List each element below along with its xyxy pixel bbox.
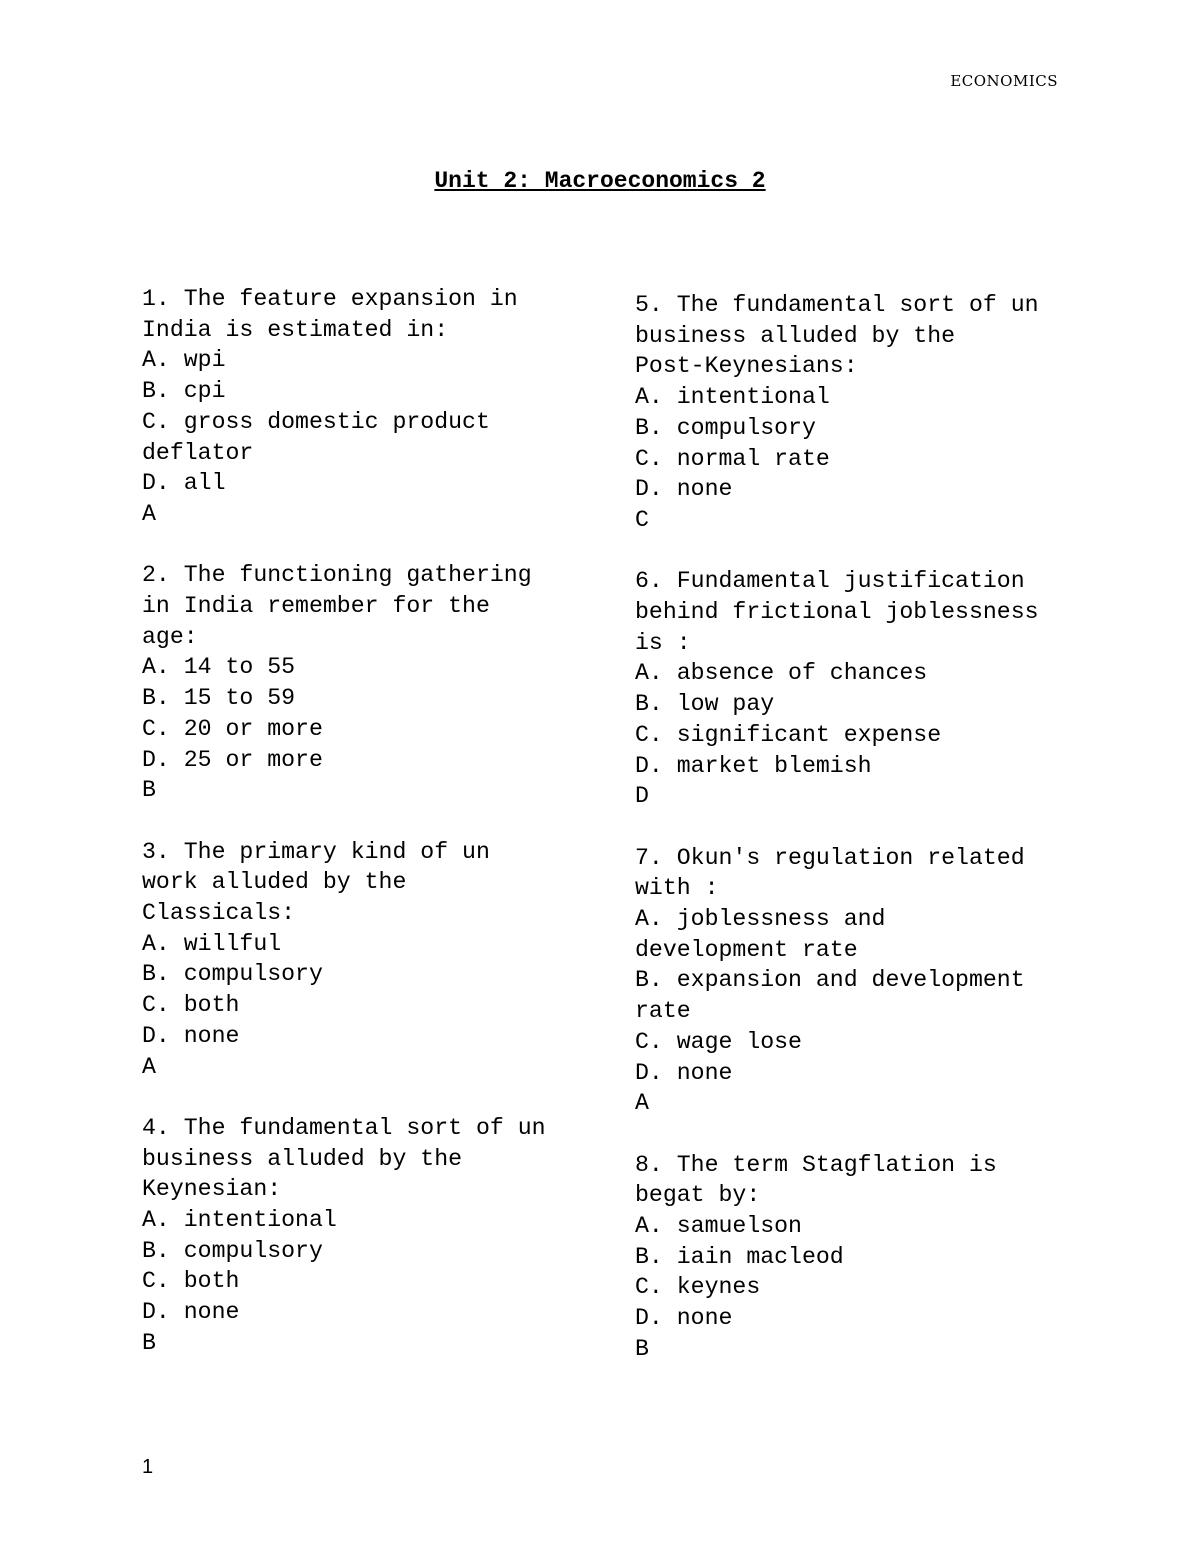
question-line: B. iain macleod (635, 1243, 844, 1270)
question-line: in India remember for the (142, 593, 490, 620)
question-line: A (142, 500, 156, 527)
question-line: 7. Okun's regulation related (635, 844, 1025, 871)
question-line: 4. The fundamental sort of un (142, 1114, 546, 1141)
question-block (142, 284, 592, 530)
question-line: D. none (142, 1022, 240, 1049)
question-line: Post-Keynesians: (635, 353, 858, 380)
question-line: B. low pay (635, 691, 775, 718)
question-line: deflator (142, 439, 254, 466)
question-line: D. all (142, 470, 226, 497)
question-line: D. none (142, 1299, 240, 1326)
question-line: 8. The term Stagflation is (635, 1151, 997, 1178)
question-block (635, 566, 1085, 812)
question-line: C. both (142, 992, 240, 1019)
question-line: D. market blemish (635, 752, 872, 779)
question-line: A. absence of chances (635, 660, 928, 687)
question-block (635, 290, 1085, 536)
question-line: 5. The fundamental sort of un (635, 292, 1039, 318)
question-line: B. compulsory (142, 961, 323, 988)
question-line: C. keynes (635, 1274, 761, 1301)
header-subject: ECONOMICS (950, 72, 1058, 90)
question-line: C (635, 506, 649, 533)
question-line: India is estimated in: (142, 316, 449, 343)
question-line: Classicals: (142, 900, 296, 927)
question-line: begat by: (635, 1182, 761, 1209)
question-line: 6. Fundamental justification (635, 568, 1025, 595)
question-line: 1. The feature expansion in (142, 286, 518, 312)
question-line: rate (635, 998, 691, 1025)
question-line: age: (142, 623, 198, 650)
question-line: C. 20 or more (142, 715, 323, 742)
question-line: D. 25 or more (142, 746, 323, 773)
question-line: C. normal rate (635, 445, 830, 472)
question-line: work alluded by the (142, 869, 407, 896)
question-line: C. gross domestic product (142, 408, 490, 435)
question-line: development rate (635, 936, 858, 963)
question-line: C. wage lose (635, 1028, 802, 1055)
question-column-left (142, 284, 592, 1389)
question-line: B (635, 1335, 649, 1362)
question-line: A. intentional (635, 384, 830, 411)
page-number: 1 (142, 1456, 154, 1478)
question-line: B. compulsory (635, 414, 816, 441)
question-line: B. 15 to 59 (142, 685, 296, 712)
question-line: business alluded by the (142, 1145, 463, 1172)
question-line: A. intentional (142, 1207, 337, 1234)
question-line: B. cpi (142, 378, 226, 405)
question-line: B (142, 777, 156, 804)
question-line: 3. The primary kind of un (142, 838, 490, 865)
question-line: A. wpi (142, 347, 226, 374)
question-line: B. compulsory (142, 1237, 323, 1264)
question-block (142, 1113, 592, 1359)
question-line: Keynesian: (142, 1176, 282, 1203)
question-line: B. expansion and development (635, 967, 1025, 994)
question-line: A. 14 to 55 (142, 654, 296, 681)
question-line: C. significant expense (635, 721, 942, 748)
question-block (635, 843, 1085, 1119)
question-line: is : (635, 629, 691, 656)
question-line: A (635, 1090, 649, 1117)
question-line: business alluded by the (635, 322, 956, 349)
question-block (635, 1150, 1085, 1365)
question-column-right (635, 290, 1085, 1395)
question-block (142, 837, 592, 1083)
question-line: A. willful (142, 930, 282, 957)
page-title: Unit 2: Macroeconomics 2 (434, 168, 766, 194)
question-block (142, 560, 592, 806)
question-line: D (635, 783, 649, 810)
question-line: A (142, 1053, 156, 1080)
question-line: A. samuelson (635, 1213, 802, 1240)
question-line: D. none (635, 1305, 733, 1332)
question-line: C. both (142, 1268, 240, 1295)
question-line: 2. The functioning gathering (142, 562, 532, 589)
question-line: behind frictional joblessness (635, 599, 1039, 626)
question-line: A. joblessness and (635, 906, 886, 933)
question-line: D. none (635, 1059, 733, 1086)
question-line: D. none (635, 476, 733, 503)
question-line: B (142, 1329, 156, 1356)
question-line: with : (635, 875, 719, 902)
